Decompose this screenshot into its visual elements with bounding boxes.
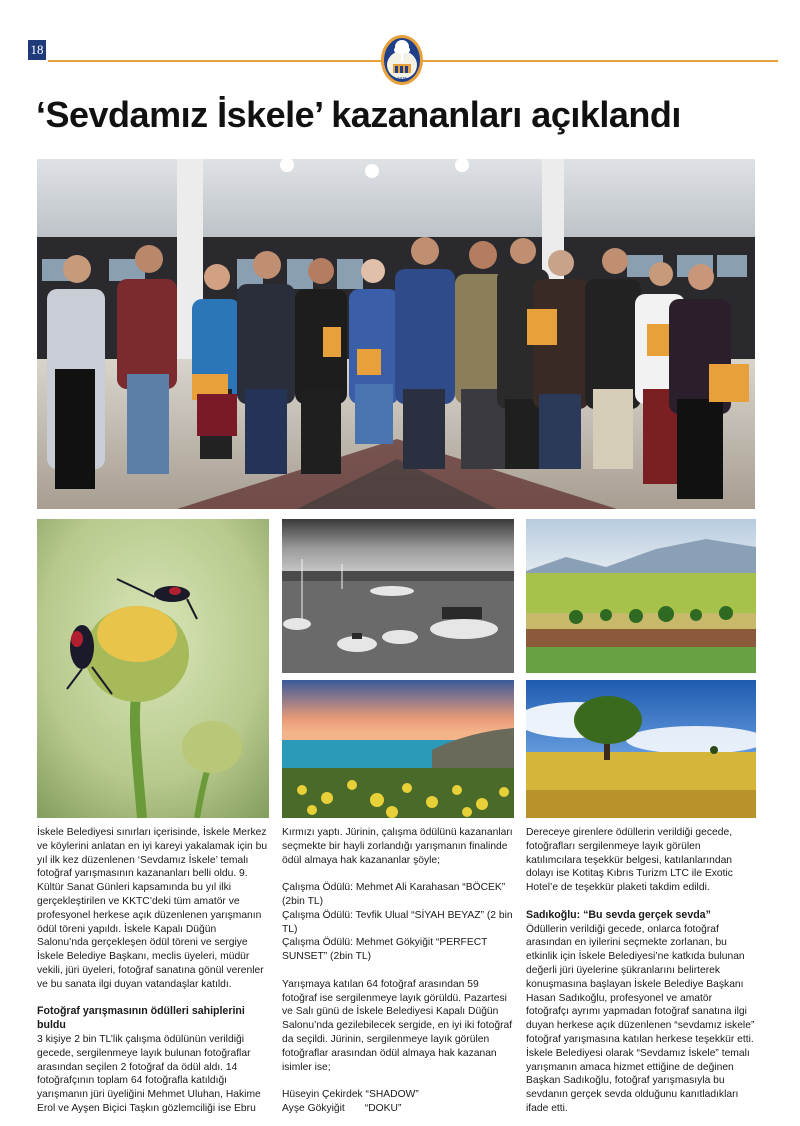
logo-year: 1935 (396, 76, 408, 81)
article-paragraph: Yarışmaya katılan 64 fotoğraf arasından 59 fotoğraf ise sergilenmeye layık görüldü. Pazartesi ve Salı günü de İskele Belediyesi Kapalı Düğün Salonu’nda gezilebilecek sergide, en iyi iki fotoğraf da seçildi. Jürinin, sergilenmeye layık görülen fotoğraflar arasından ödül almaya hak kazanan isimler ise; (282, 978, 513, 1073)
page-number: 18 (28, 40, 46, 60)
section-subheading: Fotoğraf yarışmasının ödülleri sahiplerini buldu (37, 1005, 245, 1032)
municipality-logo (380, 34, 424, 86)
winner-line: Hüseyin Çekirdek “SHADOW” (282, 1089, 419, 1101)
article-paragraph: Ödüllerin verildiği gecede, onlarca fotoğraf arasından en iyilerini seçmekte zorlanan, bu etkinlik için İskele Belediyesi’ne katkıda bulunan değerli jüri üyelerine şükranlarını belirterek konuşmasına başlayan İskele Belediye Başkanı Hasan Sadıkoğlu, profesyonel ve amatör fotoğrafçı ayrımı yapmadan fotoğraf sanatına ilgi duyan herkese açık düzenlenen “sevdamız iskele” fotoğraf yarışmasına katılan herkese teşekkür etti. İskele Belediyesi olarak “Sevdamız İskele” temalı yarışmanın amaca hizmet ettiğine de değinen Başkan Sadıkoğlu, fotoğraf yarışmasıyla bu sevdanın gerçek sevda olduğunu kanıtladıkları ifade etti. (526, 923, 755, 1114)
group-photo (37, 159, 755, 509)
lone-tree-photo (526, 680, 756, 818)
section-subheading: Sadıkoğlu: “Bu sevda gerçek sevda” (526, 908, 711, 921)
harbor-bw-photo (282, 519, 514, 673)
article-column-3 (526, 826, 756, 1116)
article-column-1 (37, 826, 269, 1116)
award-line: Çalışma Ödülü: Mehmet Gökyiğit “PERFECT SUNSET” (2bin TL) (282, 937, 488, 963)
green-fields-photo (526, 519, 756, 673)
award-line: Çalışma Ödülü: Mehmet Ali Karahasan “BÖCEK” (2bin TL) (282, 882, 506, 907)
article-paragraph: İskele Belediyesi sınırları içerisinde, İskele Merkez ve köylerini anlatan en iyi kareyi yakalamak için bu yıl ilk kez düzenlenen ‘Sevdamız İskele’ temalı fotoğraf yarışmasının kazananları belli oldu. 9. Kültür Sanat Günleri kapsamında bu yıl ilki gerçekleştirilen ve KKTC’deki tüm amatör ve profesyonel herkese açık düzenlenen yarışmanın ödül töreni yapıldı. İskele Kapalı Düğün Salonu’nda gerçekleşen ödül töreni ve sergiye İskele Belediye Başkanı, meclis üyeleri, müdür vekili, jüri üyeleri, fotoğraf sanatına gönül verenler ve bu sanata ilgi duyan vatandaşlar katıldı. (37, 827, 268, 990)
insect-flower-photo (37, 519, 269, 818)
winner-line: Ayşe Gökyiğit “DOKU” (282, 1102, 402, 1114)
article-paragraph: 3 kişiye 2 bin TL’lik çalışma ödülünün verildiği gecede, sergilenmeye layık bulunan fotoğraflar arasından seçilen 2 fotoğraf da ödül aldı. 14 fotoğrafçının toplam 64 fotoğrafla katıldığı yarışmanın jüri üyeliğini Mehmet Uluhan, Hakime Erol ve Ayşen Biçici Taşkın gözlemciliği ise Ebru (37, 1033, 261, 1114)
page-headline: ‘Sevdamız İskele’ kazananları açıklandı (36, 94, 681, 135)
article-paragraph: Dereceye girenlere ödüllerin verildiği gecede, fotoğrafları sergilenmeye layık görülen katılımcılara teşekkür belgesi, katılanlarından dolayı ise Kotitaş Kıbrıs Turizm LTC ile Exotic Hotel’e de teşekkür plaketi takdim edildi. (526, 827, 733, 894)
award-line: Çalışma Ödülü: Tevfik Ulual “SİYAH BEYAZ” (2 bin TL) (282, 909, 513, 935)
sunset-coast-photo (282, 680, 514, 818)
article-paragraph: Kırmızı yaptı. Jürinin, çalışma ödülünü kazananları seçmekte bir hayli zorlandığı yarışmanın finalinde ödül almaya hak kazananlar şöyle; (282, 827, 513, 866)
article-column-2 (282, 826, 514, 1116)
